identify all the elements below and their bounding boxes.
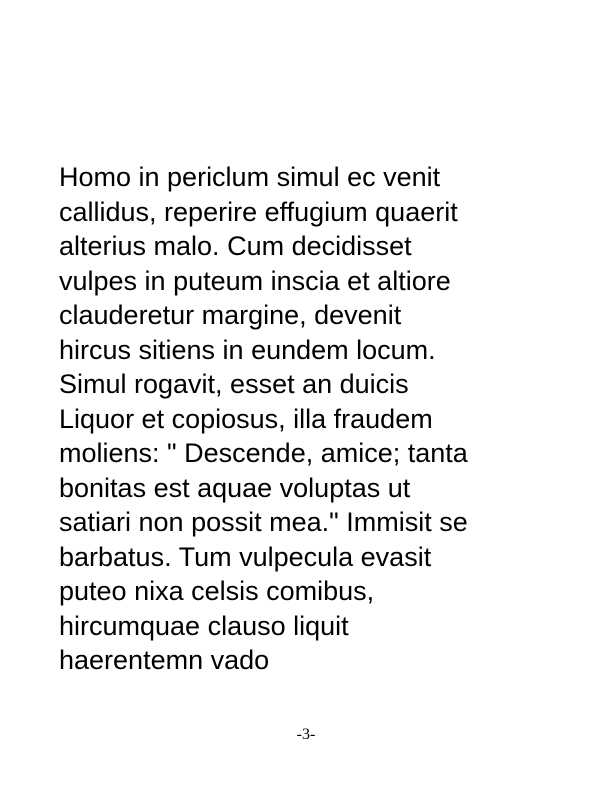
paragraph-line: Homo in periclum simul ec venit [59,162,441,192]
paragraph-line: hircus sitiens in eundem locum. [59,334,436,365]
paragraph-line: Simul rogavit, esset an duicis [59,369,409,399]
paragraph-line: clauderetur margine, devenit [59,300,402,330]
paragraph-line: vulpes in puteum inscia et altiore [59,265,451,296]
paragraph-line: bonitas est aquae voluptas ut [59,472,411,503]
paragraph-line: barbatus. Tum vulpecula evasit [59,541,432,572]
paragraph-line: alterius malo. Cum decidisset [59,231,412,261]
page-number: -3- [296,726,316,743]
paragraph-line: satiari non possit mea." Immisit se [59,507,468,537]
paragraph-line: Liquor et copiosus, illa fraudem [59,403,433,434]
paragraph-line: moliens: " Descende, amice; tanta [59,438,468,468]
paragraph-line: puteo nixa celsis comibus, [59,576,375,606]
paragraph-line: haerentemn vado [59,645,270,675]
paragraph-line: hircumquae clauso liquit [59,610,349,641]
paragraph-line: callidus, reperire effugium quaerit [59,196,458,227]
body-paragraph [59,160,559,678]
